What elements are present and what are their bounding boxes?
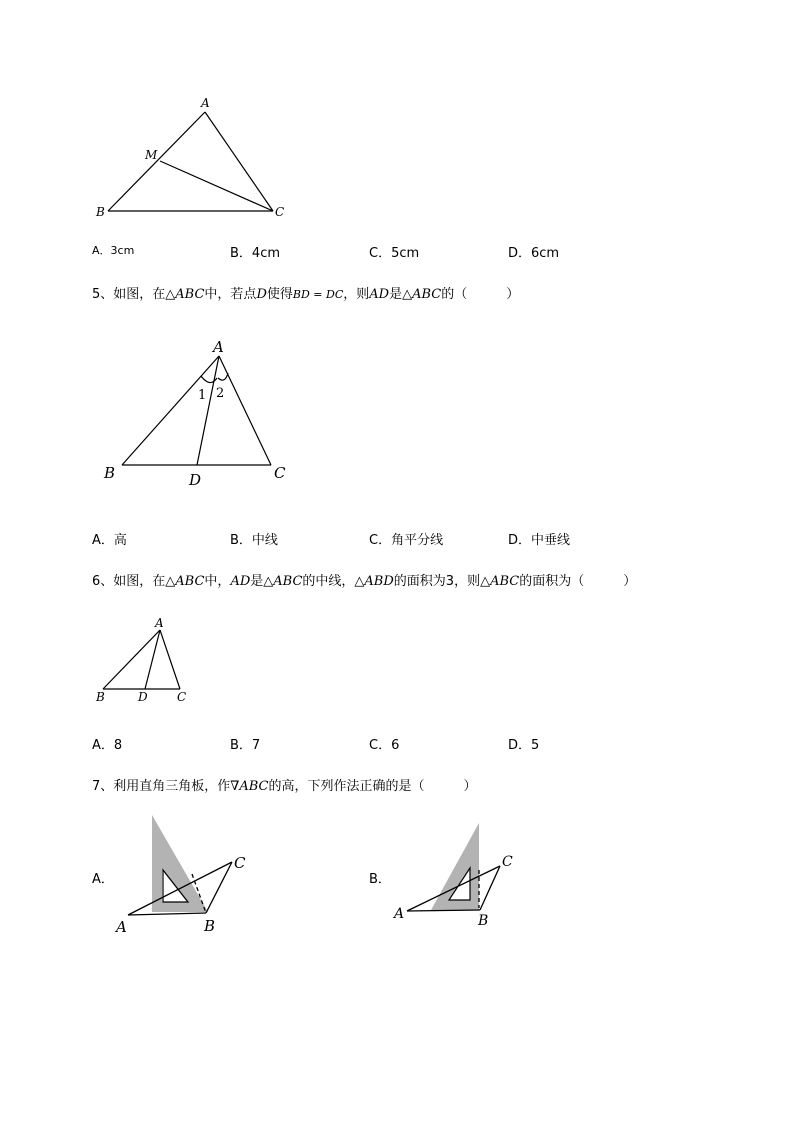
- q5-label-a: A: [213, 338, 224, 356]
- q6-label-c: C: [177, 690, 187, 704]
- q7-stem: 7、利用直角三角板，作∇ABC的高，下列作法正确的是（ ）: [92, 779, 477, 794]
- q6-option-b[interactable]: B．7: [230, 738, 261, 753]
- q4-option-b[interactable]: B．4cm: [230, 246, 281, 261]
- q7-option-a[interactable]: A．: [92, 872, 114, 887]
- q6-option-d[interactable]: D．5: [508, 738, 540, 753]
- q6-label-b: B: [96, 690, 105, 704]
- q6-option-c[interactable]: C．6: [369, 738, 400, 753]
- q5-label-d: D: [189, 471, 202, 489]
- label-b: B: [96, 205, 105, 219]
- label-c: C: [275, 205, 285, 219]
- q7a-label-c: C: [234, 854, 246, 872]
- q5-label-b: B: [104, 464, 116, 482]
- q7-option-b[interactable]: B．: [369, 872, 391, 887]
- q4-option-c[interactable]: C．5cm: [369, 246, 420, 261]
- q6-label-d: D: [138, 690, 148, 704]
- q6-label-a: A: [155, 616, 164, 630]
- q4-option-a[interactable]: A．3cm: [92, 244, 135, 257]
- q6-stem: 6、如图，在△ABC中，AD是△ABC的中线，△ABD的面积为3，则△ABC的面积为（ ）: [92, 574, 637, 589]
- q5-option-c[interactable]: C．角平分线: [369, 533, 444, 548]
- q7b-label-c: C: [502, 854, 513, 870]
- q7a-label-b: B: [204, 917, 216, 935]
- q5-option-b[interactable]: B．中线: [230, 533, 278, 548]
- q7a-label-a: A: [116, 918, 127, 936]
- q5-stem: 5、如图，在△ABC中，若点D使得BD = DC，则AD是△ABC的（ ）: [92, 287, 520, 302]
- q7b-label-a: A: [394, 906, 405, 922]
- label-a: A: [201, 96, 210, 110]
- q5-label-angle1: 1: [198, 388, 207, 403]
- q5-option-a[interactable]: A．高: [92, 533, 127, 548]
- q7b-label-b: B: [478, 913, 489, 929]
- q6-option-a[interactable]: A．8: [92, 738, 123, 753]
- q5-label-angle2: 2: [216, 386, 225, 401]
- q5-label-c: C: [274, 464, 286, 482]
- label-m: M: [145, 148, 158, 162]
- q5-option-d[interactable]: D．中垂线: [508, 533, 571, 548]
- q4-option-d[interactable]: D．6cm: [508, 246, 560, 261]
